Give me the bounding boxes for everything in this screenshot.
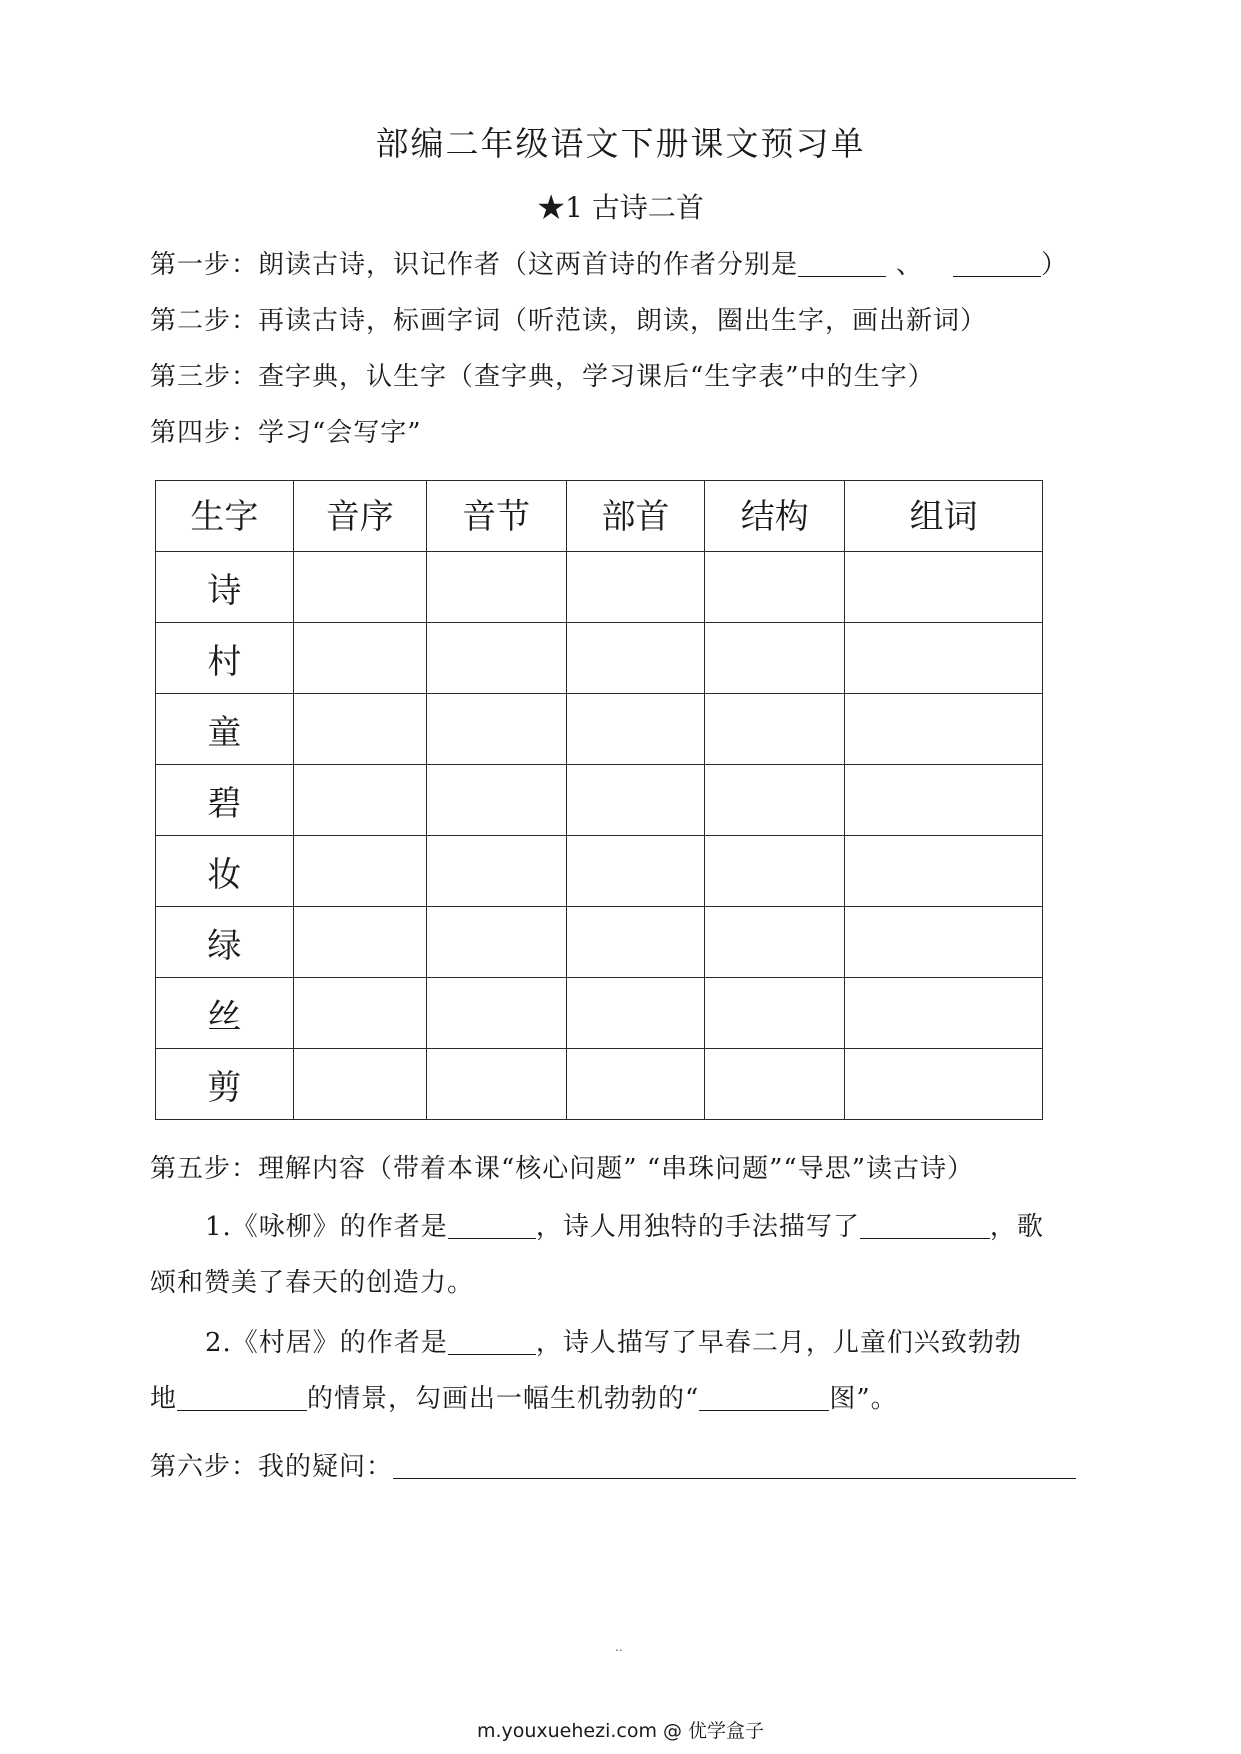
q2-part-b: ，诗人描写了早春二月，儿童们兴致勃勃 [535, 1328, 1022, 1358]
question-2-line-2 [150, 1378, 898, 1415]
header-cell: 生字 [156, 481, 294, 552]
answer-cell[interactable] [845, 1049, 1043, 1120]
header-cell: 音节 [426, 481, 566, 552]
answer-cell[interactable] [426, 907, 566, 978]
q2-part-d: 的情景，勾画出一幅生机勃勃的“ [307, 1384, 700, 1414]
footer-watermark: m.youxuehezi.com @ 优学盒子 [476, 1720, 765, 1742]
answer-cell[interactable] [566, 907, 705, 978]
answer-cell[interactable] [845, 978, 1043, 1049]
answer-cell[interactable] [293, 836, 426, 907]
question-1-line-1 [205, 1206, 1044, 1243]
answer-cell[interactable] [566, 1049, 705, 1120]
page-title: 部编二年级语文下册课文预习单 [375, 124, 866, 163]
answer-cell[interactable] [705, 907, 845, 978]
answer-cell[interactable] [293, 907, 426, 978]
answer-cell[interactable] [566, 836, 705, 907]
q1-part-c: ，歌 [989, 1212, 1044, 1242]
lesson-subtitle: ★1 古诗二首 [537, 191, 704, 224]
q2-blank-author[interactable] [448, 1328, 536, 1355]
answer-cell[interactable] [566, 978, 705, 1049]
q1-blank-author[interactable] [448, 1212, 536, 1239]
table-row [156, 836, 1043, 907]
step-6-label: 第六步：我的疑问： [150, 1452, 394, 1482]
answer-cell[interactable] [705, 552, 845, 623]
step-4: 第四步：学习“会写字” [150, 418, 422, 448]
answer-cell[interactable] [845, 907, 1043, 978]
answer-cell[interactable] [705, 836, 845, 907]
step-1-sep: 、 [896, 250, 924, 280]
q1-part-b: ，诗人用独特的手法描写了 [535, 1212, 860, 1242]
answer-cell[interactable] [426, 765, 566, 836]
answer-cell[interactable] [426, 694, 566, 765]
question-1-line-2: 颂和赞美了春天的创造力。 [150, 1268, 475, 1298]
question-answer-line[interactable] [393, 1452, 1076, 1479]
char-cell: 碧 [156, 765, 294, 836]
q2-part-c: 地 [150, 1384, 178, 1414]
step-1 [150, 244, 1068, 281]
question-2-line-1 [205, 1322, 1022, 1359]
answer-cell[interactable] [566, 694, 705, 765]
step-3: 第三步：查字典，认生字（查字典，学习课后“生字表”中的生字） [150, 362, 935, 392]
answer-cell[interactable] [845, 552, 1043, 623]
answer-cell[interactable] [426, 836, 566, 907]
table-row [156, 694, 1043, 765]
table-header-row [156, 481, 1043, 552]
answer-cell[interactable] [705, 1049, 845, 1120]
char-cell: 丝 [156, 978, 294, 1049]
author-blank-1 [798, 250, 886, 277]
answer-cell[interactable] [293, 1049, 426, 1120]
char-cell: 村 [156, 623, 294, 694]
step-2: 第二步：再读古诗，标画字词（听范读，朗读，圈出生字，画出新词） [150, 306, 988, 336]
step-1-text: 第一步：朗读古诗，识记作者（这两首诗的作者分别是 [150, 250, 799, 280]
table-row [156, 623, 1043, 694]
page-dots: .. [615, 1640, 623, 1654]
step-1-end: ） [1041, 250, 1069, 280]
answer-cell[interactable] [426, 623, 566, 694]
header-cell: 组词 [845, 481, 1043, 552]
answer-cell[interactable] [845, 694, 1043, 765]
answer-cell[interactable] [845, 836, 1043, 907]
q2-part-a: 2.《村居》的作者是 [205, 1328, 448, 1358]
author-blank-2 [953, 250, 1041, 277]
answer-cell[interactable] [705, 765, 845, 836]
answer-cell[interactable] [566, 765, 705, 836]
answer-cell[interactable] [426, 552, 566, 623]
table-row [156, 1049, 1043, 1120]
answer-cell[interactable] [566, 552, 705, 623]
answer-cell[interactable] [705, 623, 845, 694]
char-cell: 童 [156, 694, 294, 765]
table-row [156, 978, 1043, 1049]
table-row [156, 907, 1043, 978]
answer-cell[interactable] [845, 623, 1043, 694]
table-row [156, 765, 1043, 836]
answer-cell[interactable] [845, 765, 1043, 836]
answer-cell[interactable] [705, 694, 845, 765]
answer-cell[interactable] [293, 978, 426, 1049]
header-cell: 部首 [566, 481, 705, 552]
header-cell: 音序 [293, 481, 426, 552]
q1-blank-content[interactable] [860, 1212, 990, 1239]
answer-cell[interactable] [293, 623, 426, 694]
char-cell: 诗 [156, 552, 294, 623]
answer-cell[interactable] [705, 978, 845, 1049]
q1-part-a: 1.《咏柳》的作者是 [205, 1212, 448, 1242]
answer-cell[interactable] [293, 765, 426, 836]
q2-blank-activity[interactable] [177, 1384, 307, 1411]
q2-part-e: 图”。 [829, 1384, 898, 1414]
answer-cell[interactable] [293, 552, 426, 623]
step-6 [150, 1446, 1076, 1483]
answer-cell[interactable] [566, 623, 705, 694]
header-cell: 结构 [705, 481, 845, 552]
step-5: 第五步：理解内容（带着本课“核心问题” “串珠问题”“导思”读古诗） [150, 1154, 975, 1184]
char-cell: 剪 [156, 1049, 294, 1120]
q2-blank-picture[interactable] [699, 1384, 829, 1411]
table-row [156, 552, 1043, 623]
writing-table [155, 480, 1043, 1120]
answer-cell[interactable] [293, 694, 426, 765]
answer-cell[interactable] [426, 1049, 566, 1120]
answer-cell[interactable] [426, 978, 566, 1049]
char-cell: 绿 [156, 907, 294, 978]
char-cell: 妆 [156, 836, 294, 907]
